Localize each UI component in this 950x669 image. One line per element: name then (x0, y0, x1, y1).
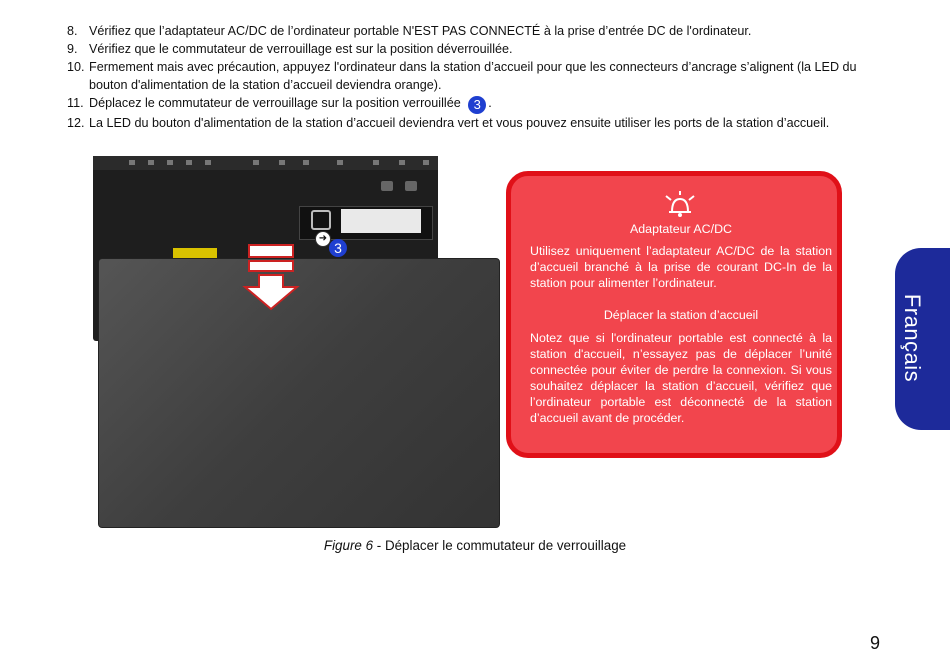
step-11 (67, 94, 887, 114)
figure-badge: 3 (329, 239, 347, 257)
port-icon (253, 160, 259, 165)
figure-label: Figure 6 (323, 538, 374, 553)
network-icon (303, 160, 309, 165)
note-heading: Adaptateur AC/DC (630, 222, 732, 236)
caption-separator: - (373, 538, 385, 553)
usb-icon (186, 160, 192, 165)
usb-icon (129, 160, 135, 165)
step-text: Vérifiez que le commutateur de verrouillage est sur la position déverrouillée. (89, 42, 513, 56)
lock-switch (341, 209, 421, 233)
bell-icon (663, 190, 697, 220)
note-paragraph: Notez que si l'ordinateur portable est connecté à la station d'accueil, n’essayez pas de déplacer l’unité connectée pour éviter de perdre la connexion. Si vous souhaitez déplacer la station d’accueil, vérifiez que l’ordinateur portable est déconnecté de la station d’accueil avant de procéder. (530, 331, 832, 425)
usb-icon (167, 160, 173, 165)
step-text: Vérifiez que l’adaptateur AC/DC de l’ordinateur portable N'EST PAS CONNECTÉ à la prise d’entrée DC de l'ordinateur. (89, 24, 752, 38)
port-icon (337, 160, 343, 165)
step-badge: 3 (468, 96, 486, 114)
port-icon (373, 160, 379, 165)
step-8 (67, 22, 887, 40)
page-number: 9 (870, 633, 881, 653)
step-number: 9. (67, 42, 78, 56)
step-number: 11. (67, 96, 84, 110)
step-text: Déplacez le commutateur de verrouillage sur la position verrouillée (89, 96, 461, 110)
port-icon (279, 160, 285, 165)
pointer-icon: ➜ (315, 231, 331, 247)
dock-port-strip (93, 156, 438, 170)
caption-text: Déplacer le commutateur de verrouillage (384, 538, 627, 553)
step-number: 10. (67, 60, 85, 74)
docking-figure (93, 156, 505, 526)
step-10 (67, 58, 887, 94)
step-number: 8. (67, 24, 78, 38)
power-icon (399, 160, 405, 165)
port-icon (205, 160, 211, 165)
step-text: Fermement mais avec précaution, appuyez l'ordinateur dans la station d’accueil pour que les connecteurs d’ancrage s’alignent (la LED du bouton d'alimentation de la station d’accueil deviendra orange). (89, 60, 857, 92)
instruction-steps (67, 22, 887, 132)
dock-button (405, 181, 417, 191)
figure-caption (0, 538, 950, 553)
step-12 (67, 114, 887, 132)
step-9 (67, 40, 887, 58)
note-box (506, 171, 842, 458)
lock-icon (311, 210, 331, 230)
step-suffix: . (488, 96, 492, 110)
usb-icon (148, 160, 154, 165)
step-number: 12. (67, 116, 85, 130)
step-text: La LED du bouton d'alimentation de la station d’accueil deviendra vert et vous pouvez ensuite utiliser les ports de la station d’accueil. (89, 116, 830, 130)
arrow-down-icon (241, 243, 301, 313)
dock-button (381, 181, 393, 191)
note-heading: Déplacer la station d’accueil (603, 308, 759, 322)
caution-label (173, 248, 217, 258)
port-icon (423, 160, 429, 165)
note-paragraph: Utilisez uniquement l’adaptateur AC/DC de la station d’accueil branché à la prise de courant DC-In de la station pour alimenter l’ordinateur. (530, 244, 832, 290)
language-tab-label: Français (900, 293, 925, 383)
